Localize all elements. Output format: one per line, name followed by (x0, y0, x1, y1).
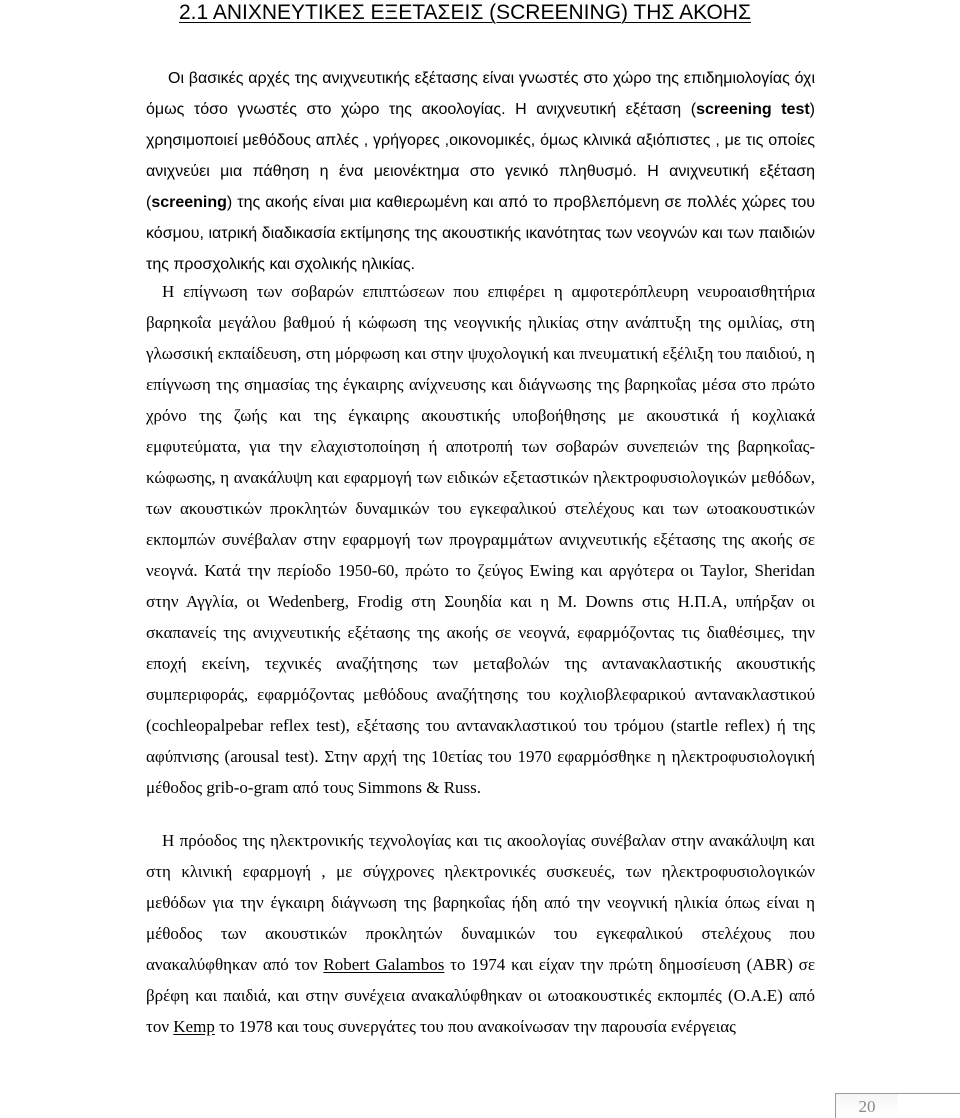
text-segment: το 1974 και είχαν την πρώτη δημοσίευση (ABR) σε βρέφη και παιδιά, και στην συνέχεια ανακαλύφθηκαν οι ωτοακουστικές εκπομπές (Ο.Α.Ε) από τον (146, 955, 815, 1036)
page-number-box (835, 1093, 898, 1118)
text-segment: ) χρησιμοποιεί μεθόδους απλές , γρήγορες ,οικονομικές, όμως κλινικά αξιόπιστες , με τις οποίες ανιχνεύει μια πάθηση η ένα μειονέκτημα στο γενικό πληθυσμό. Η ανιχνευτική εξέταση ( (146, 101, 815, 211)
bold-term: screening (151, 194, 227, 211)
bold-term: screening test (696, 101, 810, 118)
section-heading: 2.1 ΑΝΙΧΝΕΥΤΙΚΕΣ ΕΞΕΤΑΣΕΙΣ (SCREENING) ΤΗΣ ΑΚΟΗΣ (179, 1, 751, 24)
link-galambos[interactable]: Robert Galambos (323, 955, 445, 974)
paragraph-electrophysiology (146, 825, 815, 1042)
paragraph-screening-intro (146, 63, 815, 280)
text-segment: Η πρόοδος της ηλεκτρονικής τεχνολογίας και τις ακοολογίας συνέβαλαν στην ανακάλυψη και στη κλινική εφαρμογή , με σύγχρονες ηλεκτρονικές συσκευές, των ηλεκτροφυσιολογικών μεθόδων για την έγκαιρη διάγνωση της βαρηκοΐας ήδη από την νεογνική ηλικία όπως είναι η μέθοδος των ακουστικών προκλητών δυναμικών του εγκεφαλικού στελέχους που ανακαλύφθηκαν από τον (146, 831, 815, 974)
paragraph-history: Η επίγνωση των σοβαρών επιπτώσεων που επιφέρει η αμφοτερόπλευρη νευροαισθητήρια βαρηκοΐα μεγάλου βαθμού ή κώφωση της νεογνικής ηλικίας στην ανάπτυξη της ομιλίας, στη γλωσσική εκπαίδευση, στη μόρφωση και στην ψυχολογική και πνευματική εξέλιξη του παιδιού, η επίγνωση της σημασίας της έγκαιρης ανίχνευσης και διάγνωσης της βαρηκοΐας μέσα στο πρώτο χρόνο της ζωής και της έγκαιρης ακουστικής υποβοήθησης με ακουστικά ή κοχλιακά εμφυτεύματα, για την ελαχιστοποίηση ή αποτροπή των σοβαρών συνεπειών της βαρηκοΐας-κώφωσης, η ανακάλυψη και εφαρμογή των ειδικών εξεταστικών ηλεκτροφυσιολογικών μεθόδων, των ακουστικών προκλητών δυναμικών του εγκεφαλικού στελέχους και των ωτοακουστικών εκπομπών συνέβαλαν στην εφαρμογή των προγραμμάτων ανιχνευτικής εξέτασης της ακοής σε νεογνά. Κατά την περίοδο 1950-60, πρώτο το ζεύγος Ewing και αργότερα οι Taylor, Sheridan στην Αγγλία, οι Wedenberg, Frodig στη Σουηδία και η M. Downs στις Η.Π.Α, υπήρξαν οι σκαπανείς της ανιχνευτικής εξέτασης της ακοής σε νεογνά, εφαρμόζοντας τις διαθέσιμες, την εποχή εκείνη, τεχνικές αναζήτησης των μεταβολών της αντανακλαστικής ακουστικής συμπεριφοράς, εφαρμόζοντας μεθόδους αναζήτησης του κοχλιοβλεφαρικού αντανακλαστικού (cochleopalpebar reflex test), εξέτασης του αντανακλαστικού του τρόμου (startle reflex) ή της αφύπνισης (arousal test). Στην αρχή της 10ετίας του 1970 εφαρμόσθηκε η ηλεκτροφυσιολογική μέθοδος grib-o-gram από τους Simmons & Russ. (146, 282, 815, 797)
text-segment: ) της ακοής είναι μια καθιερωμένη και από το προβλεπόμενη σε πολλές χώρες του κόσμου, ιατρική διαδικασία εκτίμησης της ακουστικής ικανότητας των νεογνών και των παιδιών της προσχολικής και σχολικής ηλικίας. (146, 194, 815, 273)
page-number: 20 (858, 1097, 876, 1116)
text-segment: Οι βασικές αρχές της ανιχνευτικής εξέτασης είναι γνωστές στο χώρο της επιδημιολογίας όχι όμως τόσο γνωστές στο χώρο της ακοολογίας. Η ανιχνευτική εξέταση ( (146, 70, 815, 118)
footer-rule (897, 1093, 960, 1094)
text-segment: το 1978 και τους συνεργάτες του που ανακοίνωσαν την παρουσία ενέργειας (214, 1017, 736, 1036)
link-kemp[interactable]: Kemp (173, 1017, 215, 1036)
